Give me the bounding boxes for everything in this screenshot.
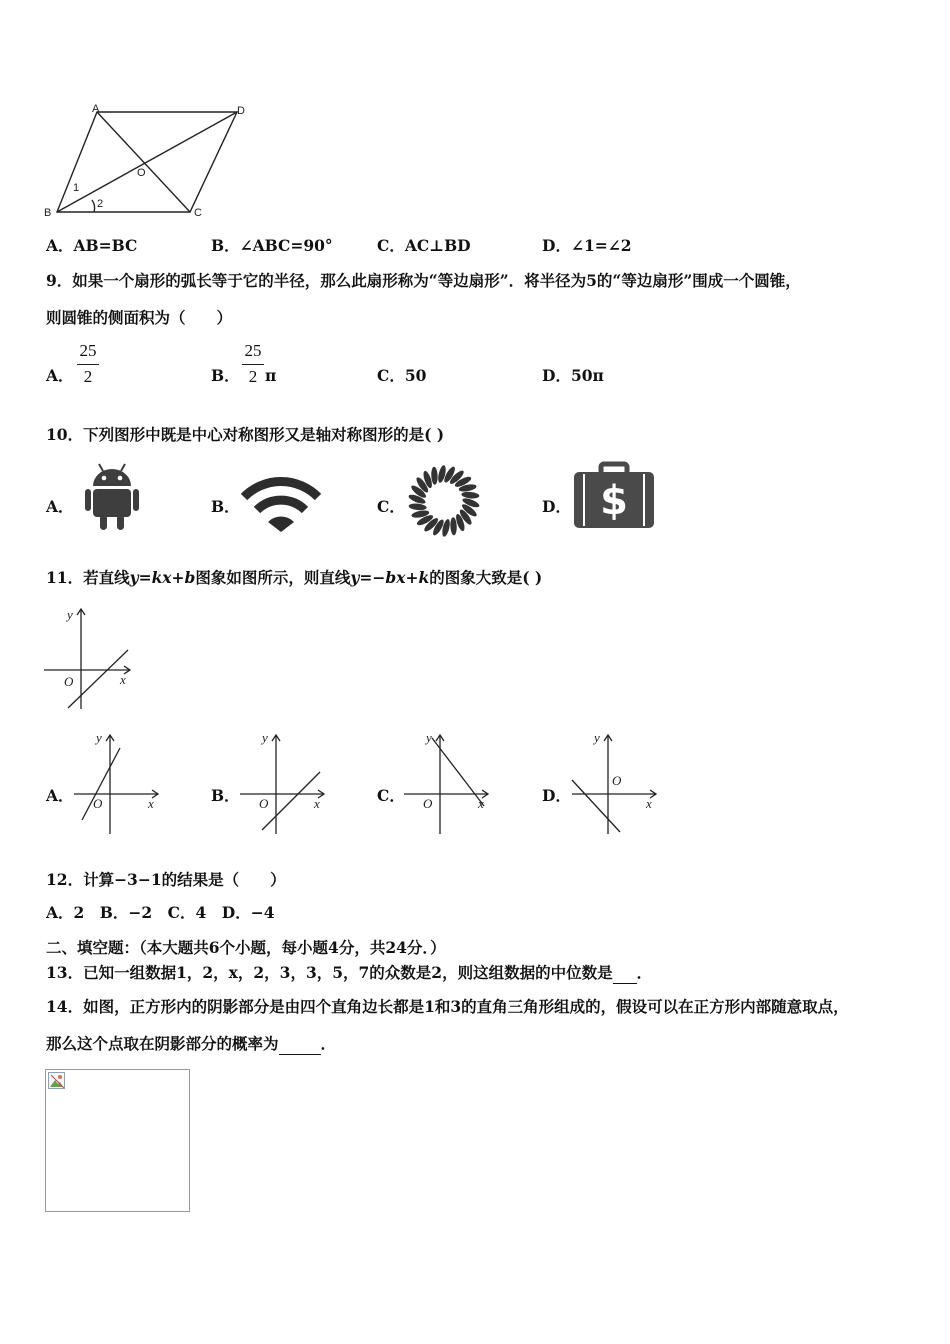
angle-2-label: 2	[97, 198, 104, 210]
q9-option-d[interactable]: D．50π	[542, 366, 604, 385]
q9-option-a-fraction-bar	[77, 364, 99, 365]
q11-option-d-letter[interactable]: D．	[542, 786, 571, 805]
q11-option-c-letter[interactable]: C．	[377, 786, 405, 805]
q11-option-d-graph[interactable]	[566, 730, 666, 836]
dollar-briefcase-icon[interactable]	[574, 462, 654, 530]
q11-reference-graph	[40, 604, 140, 714]
d-y-label: y	[594, 730, 600, 745]
ref-y-label: y	[67, 607, 73, 622]
q9-stem-line1: 9．如果一个扇形的弧长等于它的半径，那么此扇形称为“等边扇形”．将半径为5的“等边扇形”围成一个圆锥，	[46, 271, 801, 290]
section2-title: 二、填空题：（本大题共6个小题，每小题4分，共24分．）	[46, 938, 446, 957]
q10-option-c-letter[interactable]: C．	[377, 497, 405, 516]
vertex-b-label: B	[44, 207, 52, 219]
q11-eq2: y=−bx+k	[350, 568, 430, 587]
q11-option-a-letter[interactable]: A．	[46, 786, 74, 805]
dollar-sign-glyph: $	[600, 478, 628, 524]
q9-stem-line2: 则圆锥的侧面积为（ ）	[46, 308, 233, 327]
wifi-icon[interactable]	[240, 476, 322, 532]
vertex-c-label: C	[194, 207, 202, 219]
q9-option-b-denominator: 2	[248, 367, 258, 386]
q11-option-a-graph[interactable]	[68, 730, 168, 836]
q9-option-b-numerator: 25	[244, 341, 262, 360]
vertex-a-label: A	[92, 103, 100, 115]
angle-1-label: 1	[73, 182, 80, 194]
q11-stem: 11．若直线y=kx+b图象如图所示，则直线y=−bx+k的图象大致是( )	[46, 568, 543, 587]
q10-option-b-letter[interactable]: B．	[211, 497, 240, 516]
q8-option-c[interactable]: C．AC⊥BD	[377, 236, 471, 255]
q14-figure-placeholder	[45, 1069, 190, 1212]
q8-option-b[interactable]: B．∠ABC=90°	[211, 236, 333, 255]
sunburst-ring-icon[interactable]	[404, 463, 484, 539]
q10-stem: 10．下列图形中既是中心对称图形又是轴对称图形的是( )	[46, 425, 445, 444]
sunburst-petal	[461, 491, 480, 499]
q10-option-d-letter[interactable]: D．	[542, 497, 571, 516]
q9-option-b-letter[interactable]: B．	[211, 366, 240, 385]
b-origin-label: O	[259, 796, 269, 811]
q11-option-c-graph[interactable]	[398, 730, 498, 836]
parallelogram-figure	[40, 100, 245, 220]
sunburst-petal	[408, 503, 427, 511]
q9-option-a-numerator: 25	[79, 341, 97, 360]
d-x-label: x	[646, 796, 652, 811]
a-y-label: y	[96, 730, 102, 745]
q11-option-b-graph[interactable]	[234, 730, 334, 836]
q9-option-b-fraction-bar	[242, 364, 264, 365]
ref-origin-label: O	[64, 674, 74, 689]
a-x-label: x	[148, 796, 154, 811]
sunburst-petal	[431, 467, 438, 485]
q8-option-a[interactable]: A．AB=BC	[46, 236, 138, 255]
q9-option-b-pi: π	[265, 366, 277, 385]
c-x-label: x	[478, 796, 484, 811]
c-y-label: y	[426, 730, 432, 745]
q10-option-a-letter[interactable]: A．	[46, 497, 74, 516]
q9-option-a-denominator: 2	[83, 367, 93, 386]
q11-eq1: y=kx+b	[129, 568, 196, 587]
b-y-label: y	[262, 730, 268, 745]
sunburst-petal	[450, 517, 457, 535]
q8-option-d[interactable]: D．∠1=∠2	[542, 236, 632, 255]
vertex-d-label: D	[237, 105, 245, 117]
b-x-label: x	[314, 796, 320, 811]
q11-option-b-letter[interactable]: B．	[211, 786, 240, 805]
q12-stem: 12．计算−3−1的结果是（ ）	[46, 870, 286, 889]
q12-options[interactable]: A．2 B．−2 C．4 D．−4	[46, 903, 275, 922]
center-o-label: O	[137, 167, 146, 179]
q14-answer-blank[interactable]	[279, 1034, 321, 1055]
d-origin-label: O	[612, 773, 622, 788]
android-robot-icon[interactable]	[85, 462, 139, 532]
c-origin-label: O	[423, 796, 433, 811]
q14-stem-line2: 那么这个点取在阴影部分的概率为 ．	[46, 1034, 337, 1053]
ref-x-label: x	[120, 672, 126, 687]
q14-stem-line1: 14．如图，正方形内的阴影部分是由四个直角边长都是1和3的直角三角形组成的，假设可以在正方形内部随意取点，	[46, 997, 849, 1016]
q9-option-c[interactable]: C．50	[377, 366, 427, 385]
a-origin-label: O	[93, 796, 103, 811]
q13-stem: 13．已知一组数据1，2，x，2，3，3，5，7的众数是2，则这组数据的中位数是 ．	[46, 963, 653, 982]
q13-answer-blank[interactable]	[613, 963, 637, 984]
q9-option-a-letter[interactable]: A．	[46, 366, 74, 385]
broken-image-icon	[48, 1072, 66, 1090]
